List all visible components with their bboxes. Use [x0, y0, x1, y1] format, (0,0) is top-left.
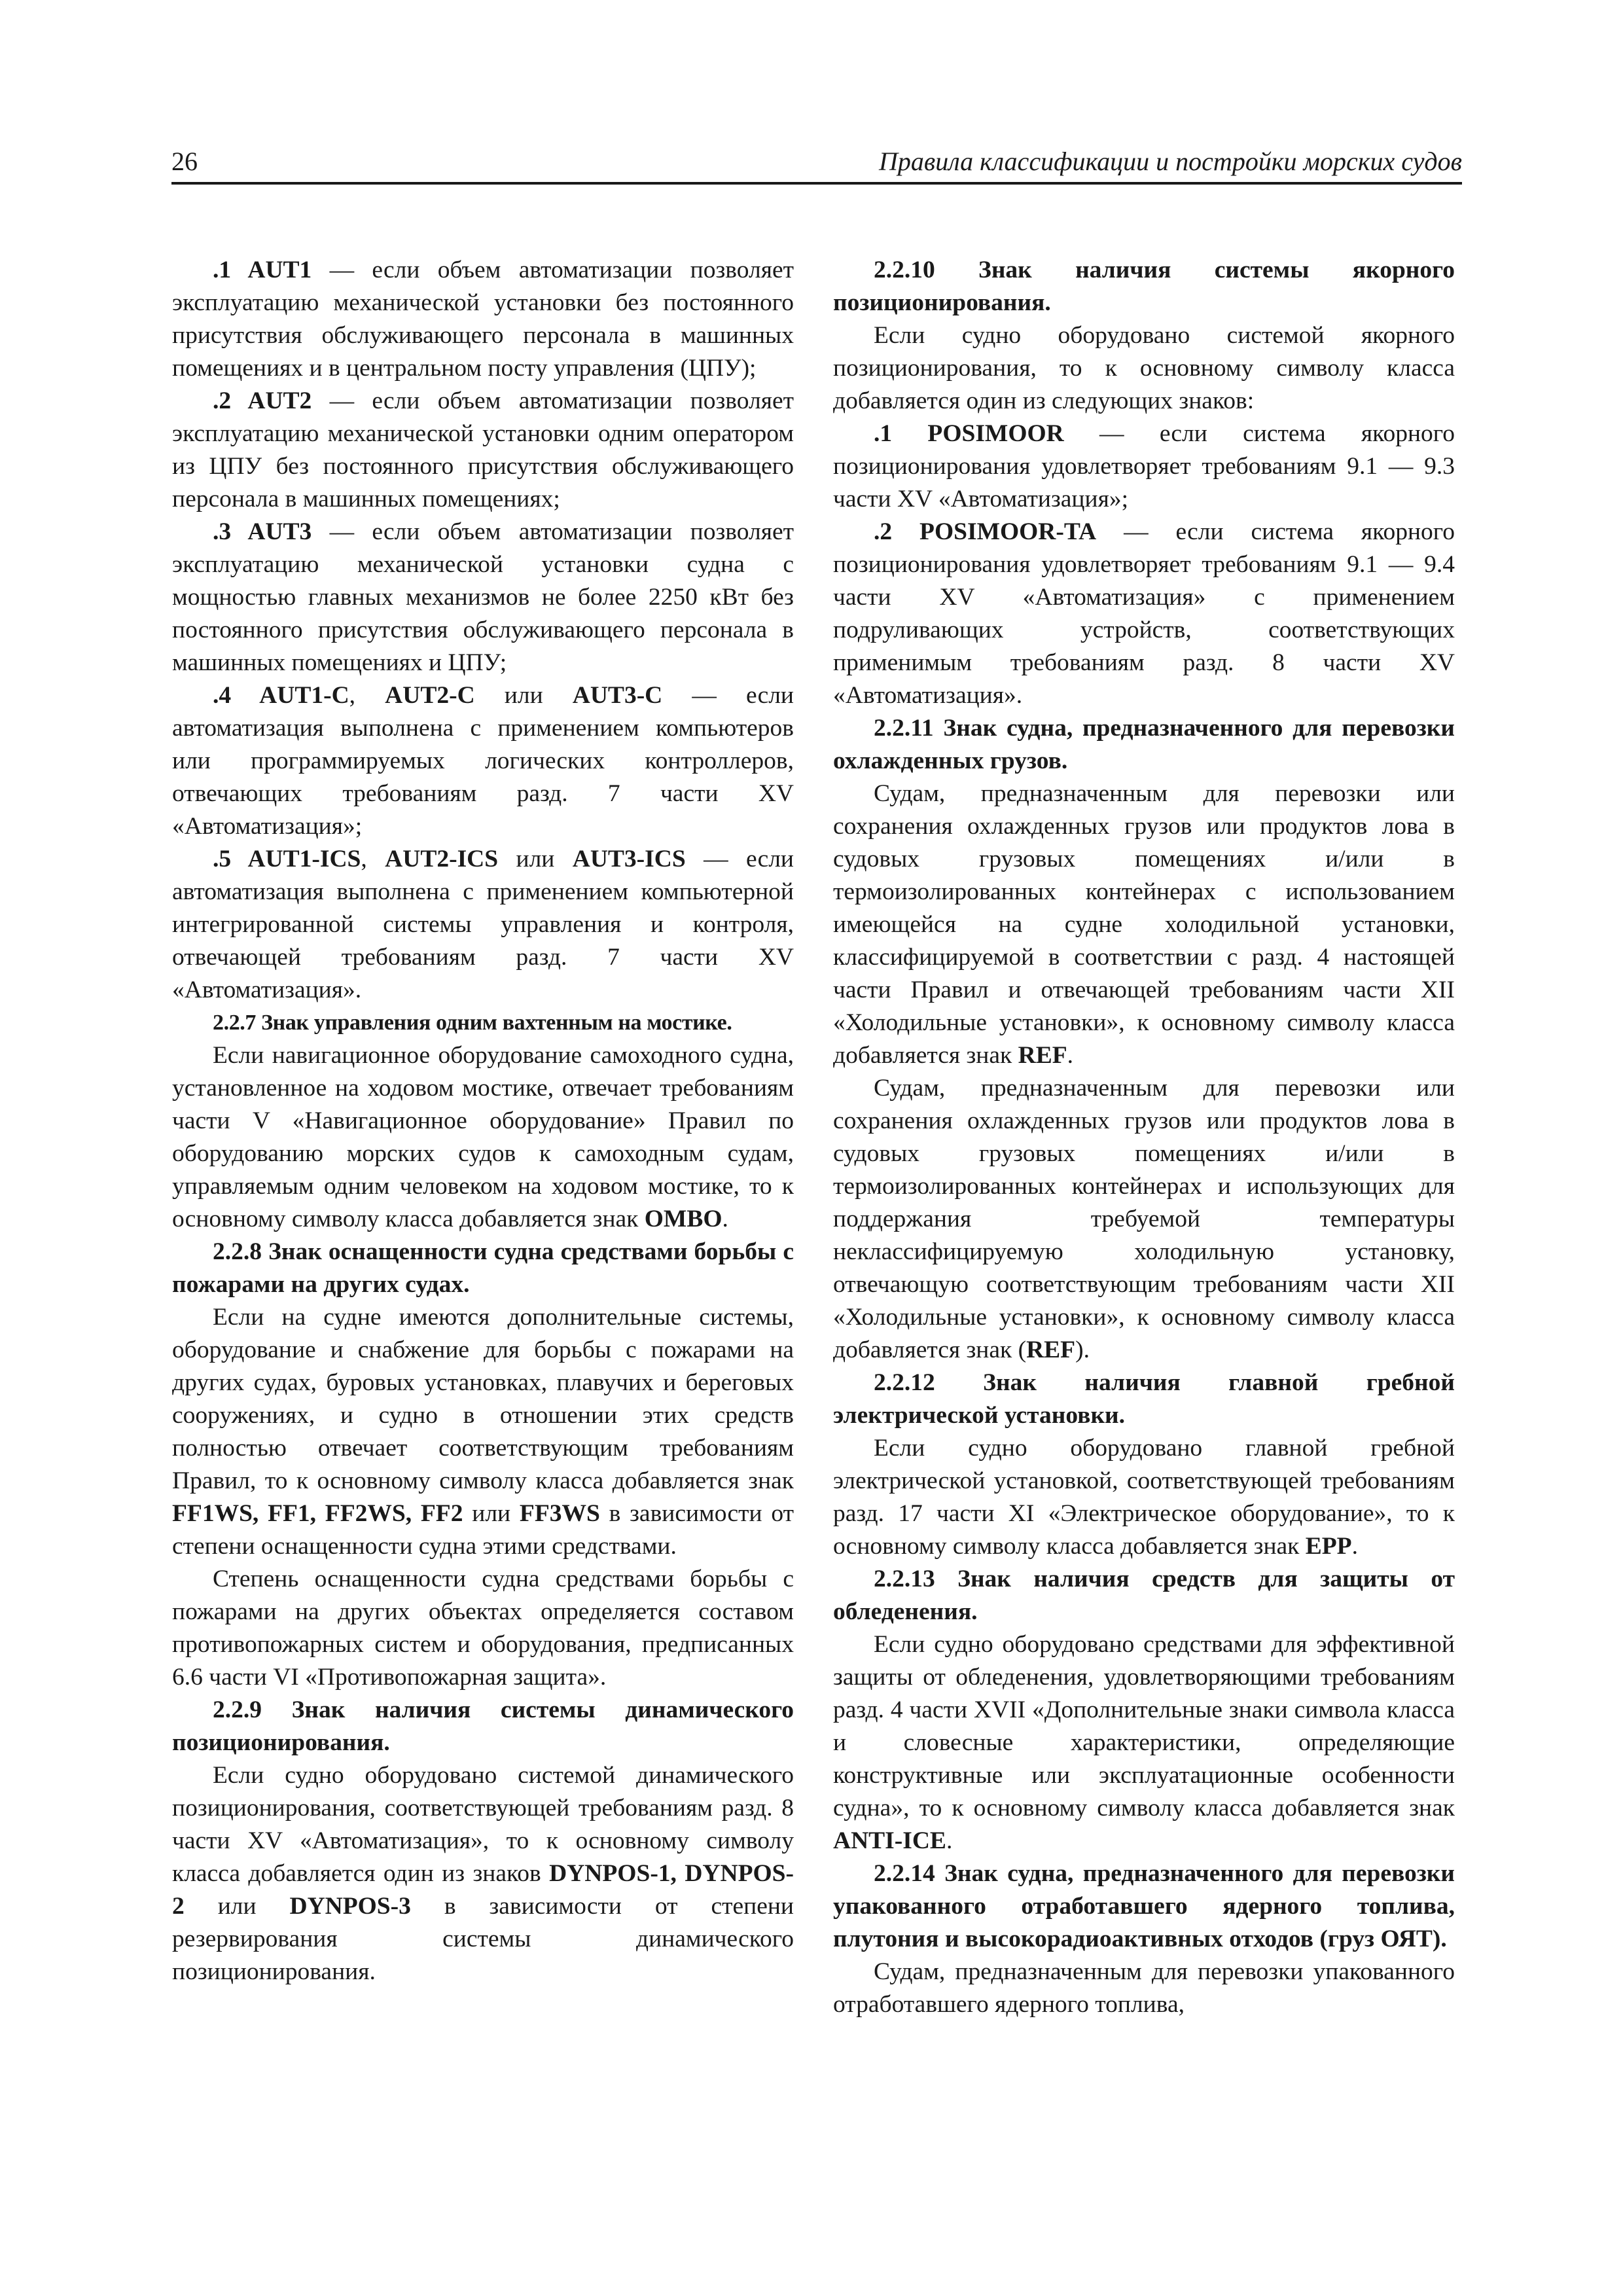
heading-2-2-9: 2.2.9 Знак наличия системы динамического позиционирования. — [172, 1696, 794, 1756]
item-posimoor-ta: .2 POSIMOOR-TA — если система якорного позиционирования удовлетворяет требованиям 9.1 — 9.4 части XV «Автоматизация» с применением подруливающих устройств, соответствующих применимым требованиям разд. 8 части XV «Автоматизация». — [833, 518, 1455, 709]
para-2-2-8-b: Степень оснащенности судна средствами борьбы с пожарами на других объектах определяется составом противопожарных систем и оборудования, предписанных 6.6 части VI «Противопожарная защита». — [172, 1566, 794, 1691]
running-title: Правила классификации и постройки морских судов — [878, 147, 1462, 176]
right-column — [833, 254, 1455, 2021]
para-2-2-14: Судам, предназначенным для перевозки упакованного отработавшего ядерного топлива, — [833, 1958, 1455, 2018]
item-aut-ics: .5 AUT1-ICS, AUT2-ICS или AUT3-ICS — если автоматизация выполнена с применением компьютерной интегрированной системы управления и контроля, отвечающей требованиям разд. 7 части XV «Автоматизация». — [172, 846, 794, 1003]
para-2-2-13: Если судно оборудовано средствами для эффективной защиты от обледенения, удовлетворяющими требованиям разд. 4 части XVII «Дополнительные знаки символа класса и словесные характеристики, определяющие конструктивные или эксплуатационные особенности судна», то к основному символу класса добавляется знак ANTI-ICE. — [833, 1631, 1455, 1854]
para-2-2-11-a: Судам, предназначенным для перевозки или сохранения охлажденных грузов или продуктов лова в судовых грузовых помещениях и/или в термоизолированных контейнерах с использованием имеющейся на судне холодильной установки, классифицируемой в соответствии с разд. 4 настоящей части Правил и отвечающей требованиям части XII «Холодильные установки», к основному символу класса добавляется знак REF. — [833, 780, 1455, 1069]
heading-2-2-11: 2.2.11 Знак судна, предназначенного для перевозки охлажденных грузов. — [833, 715, 1455, 774]
heading-2-2-7: 2.2.7 Знак управления одним вахтенным на мостике. — [213, 1011, 732, 1035]
para-2-2-11-b: Судам, предназначенным для перевозки или сохранения охлажденных грузов или продуктов лова в судовых грузовых помещениях и/или в термоизолированных контейнерах и использующих для поддержания требуемой температуры неклассифицируемую холодильную установку, отвечающую соответствующим требованиям части XII «Холодильные установки», к основному символу класса добавляется знак (REF). — [833, 1075, 1455, 1363]
heading-2-2-14: 2.2.14 Знак судна, предназначенного для перевозки упакованного отработавшего ядерного топлива, плутония и высокорадиоактивных отходов (груз ОЯТ). — [833, 1860, 1455, 1952]
item-aut3: .3 AUT3 — если объем автоматизации позволяет эксплуатацию механической установки судна с мощностью главных механизмов не более 2250 кВт без постоянного присутствия обслуживающего персонала в машинных помещениях и ЦПУ; — [172, 518, 794, 676]
heading-2-2-13: 2.2.13 Знак наличия средств для защиты от обледенения. — [833, 1566, 1455, 1625]
item-aut1: .1 AUT1 — если объем автоматизации позволяет эксплуатацию механической установки без постоянного присутствия обслуживающего персонала в машинных помещениях и в центральном посту управления (ЦПУ); — [172, 257, 794, 382]
page-header — [171, 143, 1462, 185]
item-aut2: .2 AUT2 — если объем автоматизации позволяет эксплуатацию механической установки одним оператором из ЦПУ без постоянного присутствия обслуживающего персонала в машинных помещениях; — [172, 387, 794, 512]
heading-2-2-12: 2.2.12 Знак наличия главной гребной электрической установки. — [833, 1369, 1455, 1429]
para-2-2-8: Если на судне имеются дополнительные системы, оборудование и снабжение для борьбы с пожарами на других судах, буровых установках, плавучих и береговых сооружениях, и судно в отношении этих средств полностью отвечает соответствующим требованиям Правил, то к основному символу класса добавляется знак FF1WS, FF1, FF2WS, FF2 или FF3WS в зависимости от степени оснащенности судна этими средствами. — [172, 1304, 794, 1560]
left-column — [172, 254, 794, 1988]
para-2-2-10: Если судно оборудовано системой якорного позиционирования, то к основному символу класса добавляется один из следующих знаков: — [833, 322, 1455, 414]
heading-2-2-8: 2.2.8 Знак оснащенности судна средствами борьбы с пожарами на других судах. — [172, 1238, 794, 1298]
para-2-2-12: Если судно оборудовано главной гребной электрической установкой, соответствующей требованиям разд. 17 части XI «Электрическое оборудование», то к основному символу класса добавляется знак EPP. — [833, 1435, 1455, 1560]
para-2-2-9: Если судно оборудовано системой динамического позиционирования, соответствующей требованиям разд. 8 части XV «Автоматизация», то к основному символу класса добавляется один из знаков DYNPOS-1, DYNPOS-2 или DYNPOS-3 в зависимости от степени резервирования системы динамического позиционирования. — [172, 1762, 794, 1985]
item-posimoor: .1 POSIMOOR — если система якорного позиционирования удовлетворяет требованиям 9.1 — 9.3 части XV «Автоматизация»; — [833, 420, 1455, 512]
item-aut-c: .4 AUT1-C, AUT2-C или AUT3-C — если автоматизация выполнена с применением компьютеров или программируемых логических контроллеров, отвечающих требованиям разд. 7 части XV «Автоматизация»; — [172, 682, 794, 840]
para-2-2-7: Если навигационное оборудование самоходного судна, установленное на ходовом мостике, отвечает требованиям части V «Навигационное оборудование» Правил по оборудованию морских судов к самоходным судам, управляемым одним человеком на ходовом мостике, то к основному символу класса добавляется знак OMBO. — [172, 1042, 794, 1232]
page-number: 26 — [171, 147, 198, 176]
heading-2-2-10: 2.2.10 Знак наличия системы якорного позиционирования. — [833, 257, 1455, 316]
